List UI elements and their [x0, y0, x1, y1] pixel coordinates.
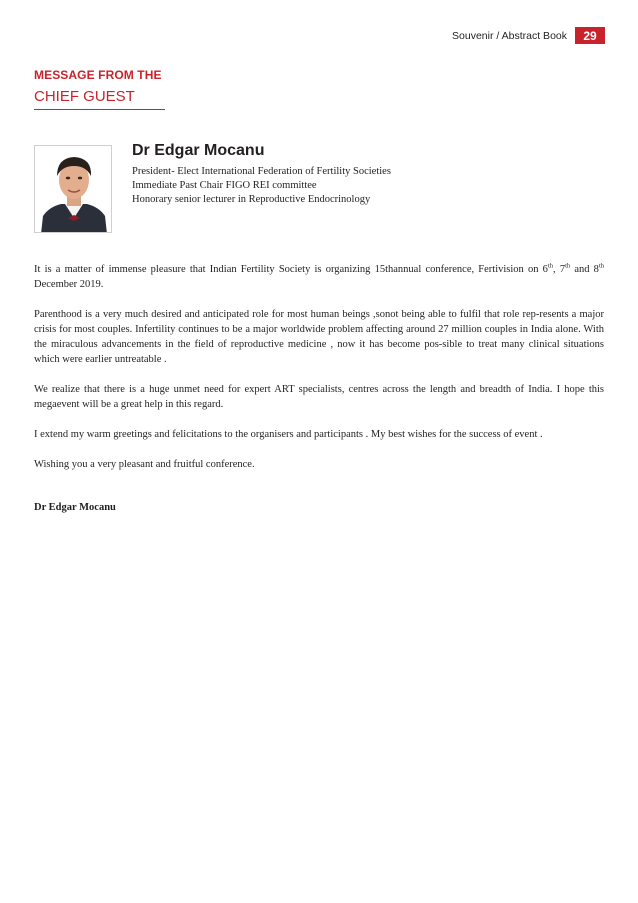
page-number: 29 [575, 27, 605, 44]
credential-line: Honorary senior lecturer in Reproductive Endocrinology [132, 194, 371, 205]
running-header [452, 27, 605, 44]
section-title-line2: CHIEF GUEST [34, 88, 135, 105]
ordinal-suffix: th [565, 262, 571, 270]
credential-line: Immediate Past Chair FIGO REI committee [132, 180, 317, 191]
ordinal-suffix: th [547, 262, 553, 270]
signature-name: Dr Edgar Mocanu [34, 502, 116, 513]
profile-name: Dr Edgar Mocanu [132, 142, 265, 159]
portrait-illustration [35, 146, 112, 233]
message-body [34, 262, 604, 487]
section-title-line1: MESSAGE FROM THE [34, 68, 162, 82]
paragraph: It is a matter of immense pleasure that Indian Fertility Society is organizing 15thannual conference, Fertivision on 6th, 7th and 8th December 2019. [34, 262, 604, 290]
paragraph: Parenthood is a very much desired and anticipated role for most human beings ,sonot being able to fulfil that role rep-resents a major crisis for most couples. Infertility continues to be a major worldwide problem affecting around 27 million couples in India alone. With the miraculous advancements in the field of reproductive medicine , now it has become pos-sible to treat many clinical situations which were earlier untreatable . [34, 309, 604, 365]
book-title: Souvenir / Abstract Book [452, 29, 567, 42]
section-underline [34, 109, 165, 110]
paragraph: Wishing you a very pleasant and fruitful conference. [34, 459, 255, 470]
ordinal-suffix: th [598, 262, 604, 270]
paragraph: I extend my warm greetings and felicitations to the organisers and participants . My best wishes for the success of event . [34, 429, 543, 440]
profile-credentials [132, 165, 391, 207]
portrait-photo [34, 145, 112, 233]
paragraph: We realize that there is a huge unmet need for expert ART specialists, centres across the length and breadth of India. I hope this megaevent will be a great help in this regard. [34, 384, 604, 410]
credential-line: President- Elect International Federation of Fertility Societies [132, 166, 391, 177]
